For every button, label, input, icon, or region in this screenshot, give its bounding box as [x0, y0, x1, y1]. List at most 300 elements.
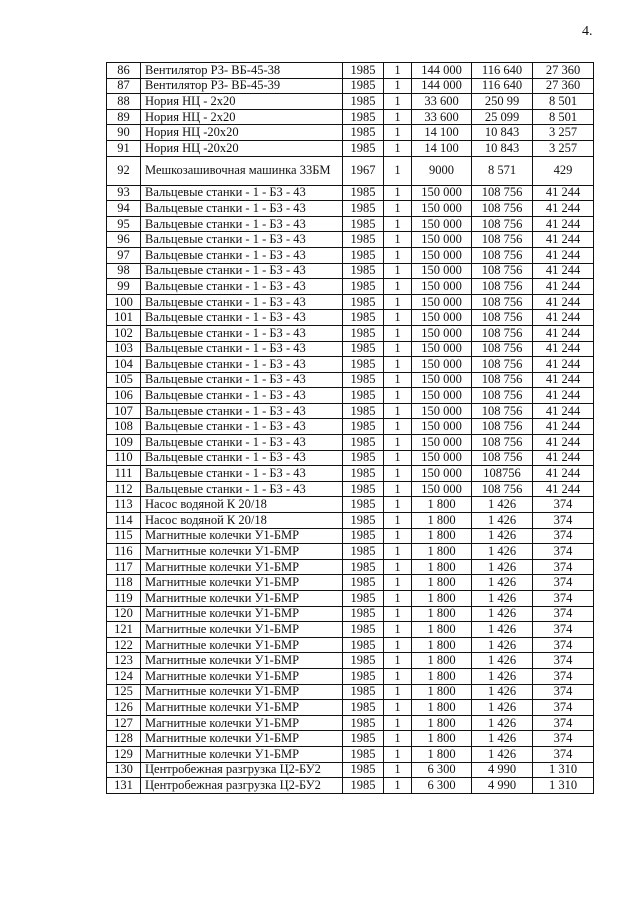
table-row [107, 435, 594, 451]
residual-value-cell: 41 244 [533, 388, 594, 404]
residual-value-cell: 374 [533, 513, 594, 529]
item-name-cell: Центробежная разгрузка Ц2-БУ2 [141, 762, 343, 778]
quantity-cell: 1 [384, 544, 412, 560]
cost-cell: 1 800 [412, 731, 472, 747]
row-number-cell: 103 [107, 341, 141, 357]
row-number-cell: 127 [107, 715, 141, 731]
item-name-cell: Вальцевые станки - 1 - БЗ - 43 [141, 232, 343, 248]
cost-cell: 144 000 [412, 78, 472, 94]
cost-cell: 150 000 [412, 232, 472, 248]
row-number-cell: 95 [107, 216, 141, 232]
quantity-cell: 1 [384, 575, 412, 591]
item-name-cell: Вальцевые станки - 1 - БЗ - 43 [141, 372, 343, 388]
depreciation-cell: 1 426 [472, 513, 533, 529]
cost-cell: 1 800 [412, 622, 472, 638]
depreciation-cell: 1 426 [472, 591, 533, 607]
depreciation-cell: 108 756 [472, 435, 533, 451]
quantity-cell: 1 [384, 731, 412, 747]
residual-value-cell: 41 244 [533, 341, 594, 357]
item-name-cell: Магнитные колечки У1-БМР [141, 606, 343, 622]
item-name-cell: Нория НЦ -20х20 [141, 140, 343, 156]
depreciation-cell: 1 426 [472, 746, 533, 762]
year-cell: 1985 [343, 762, 384, 778]
year-cell: 1985 [343, 622, 384, 638]
row-number-cell: 106 [107, 388, 141, 404]
item-name-cell: Вальцевые станки - 1 - БЗ - 43 [141, 403, 343, 419]
year-cell: 1985 [343, 310, 384, 326]
year-cell: 1985 [343, 279, 384, 295]
cost-cell: 150 000 [412, 247, 472, 263]
table-row [107, 559, 594, 575]
depreciation-cell: 1 426 [472, 606, 533, 622]
item-name-cell: Магнитные колечки У1-БМР [141, 653, 343, 669]
item-name-cell: Вальцевые станки - 1 - БЗ - 43 [141, 325, 343, 341]
row-number-cell: 114 [107, 513, 141, 529]
depreciation-cell: 108 756 [472, 232, 533, 248]
quantity-cell: 1 [384, 325, 412, 341]
table-row [107, 357, 594, 373]
quantity-cell: 1 [384, 668, 412, 684]
row-number-cell: 125 [107, 684, 141, 700]
item-name-cell: Магнитные колечки У1-БМР [141, 746, 343, 762]
cost-cell: 1 800 [412, 653, 472, 669]
residual-value-cell: 1 310 [533, 762, 594, 778]
quantity-cell: 1 [384, 700, 412, 716]
quantity-cell: 1 [384, 481, 412, 497]
row-number-cell: 94 [107, 201, 141, 217]
year-cell: 1985 [343, 559, 384, 575]
item-name-cell: Вальцевые станки - 1 - БЗ - 43 [141, 247, 343, 263]
year-cell: 1985 [343, 247, 384, 263]
table-row [107, 63, 594, 79]
year-cell: 1985 [343, 700, 384, 716]
residual-value-cell: 41 244 [533, 325, 594, 341]
year-cell: 1967 [343, 156, 384, 185]
quantity-cell: 1 [384, 559, 412, 575]
table-row [107, 653, 594, 669]
row-number-cell: 86 [107, 63, 141, 79]
row-number-cell: 89 [107, 109, 141, 125]
item-name-cell: Магнитные колечки У1-БМР [141, 731, 343, 747]
table-row [107, 731, 594, 747]
item-name-cell: Магнитные колечки У1-БМР [141, 575, 343, 591]
cost-cell: 1 800 [412, 684, 472, 700]
item-name-cell: Вальцевые станки - 1 - БЗ - 43 [141, 201, 343, 217]
year-cell: 1985 [343, 637, 384, 653]
table-row [107, 388, 594, 404]
depreciation-cell: 250 99 [472, 94, 533, 110]
row-number-cell: 130 [107, 762, 141, 778]
year-cell: 1985 [343, 653, 384, 669]
item-name-cell: Вальцевые станки - 1 - БЗ - 43 [141, 419, 343, 435]
depreciation-cell: 1 426 [472, 497, 533, 513]
quantity-cell: 1 [384, 606, 412, 622]
quantity-cell: 1 [384, 637, 412, 653]
depreciation-cell: 10 843 [472, 125, 533, 141]
table-row [107, 481, 594, 497]
item-name-cell: Нория НЦ - 2х20 [141, 109, 343, 125]
year-cell: 1985 [343, 140, 384, 156]
cost-cell: 1 800 [412, 715, 472, 731]
row-number-cell: 104 [107, 357, 141, 373]
year-cell: 1985 [343, 325, 384, 341]
table-row [107, 232, 594, 248]
depreciation-cell: 108 756 [472, 341, 533, 357]
depreciation-cell: 108 756 [472, 357, 533, 373]
table-row [107, 201, 594, 217]
table-row [107, 497, 594, 513]
table-row [107, 403, 594, 419]
quantity-cell: 1 [384, 762, 412, 778]
table-row [107, 513, 594, 529]
row-number-cell: 101 [107, 310, 141, 326]
row-number-cell: 129 [107, 746, 141, 762]
year-cell: 1985 [343, 513, 384, 529]
depreciation-cell: 108 756 [472, 216, 533, 232]
item-name-cell: Вальцевые станки - 1 - БЗ - 43 [141, 185, 343, 201]
residual-value-cell: 374 [533, 559, 594, 575]
cost-cell: 6 300 [412, 762, 472, 778]
residual-value-cell: 41 244 [533, 185, 594, 201]
depreciation-cell: 8 571 [472, 156, 533, 185]
table-row [107, 715, 594, 731]
row-number-cell: 123 [107, 653, 141, 669]
residual-value-cell: 41 244 [533, 357, 594, 373]
cost-cell: 9000 [412, 156, 472, 185]
year-cell: 1985 [343, 466, 384, 482]
row-number-cell: 131 [107, 778, 141, 794]
residual-value-cell: 374 [533, 746, 594, 762]
table-row [107, 778, 594, 794]
row-number-cell: 90 [107, 125, 141, 141]
cost-cell: 1 800 [412, 637, 472, 653]
item-name-cell: Вальцевые станки - 1 - БЗ - 43 [141, 263, 343, 279]
depreciation-cell: 108 756 [472, 263, 533, 279]
item-name-cell: Вальцевые станки - 1 - БЗ - 43 [141, 279, 343, 295]
residual-value-cell: 41 244 [533, 466, 594, 482]
quantity-cell: 1 [384, 403, 412, 419]
depreciation-cell: 108 756 [472, 310, 533, 326]
residual-value-cell: 374 [533, 497, 594, 513]
item-name-cell: Магнитные колечки У1-БМР [141, 668, 343, 684]
item-name-cell: Магнитные колечки У1-БМР [141, 591, 343, 607]
residual-value-cell: 41 244 [533, 481, 594, 497]
year-cell: 1985 [343, 125, 384, 141]
row-number-cell: 118 [107, 575, 141, 591]
item-name-cell: Насос водяной К 20/18 [141, 513, 343, 529]
item-name-cell: Магнитные колечки У1-БМР [141, 715, 343, 731]
table-row [107, 700, 594, 716]
residual-value-cell: 41 244 [533, 435, 594, 451]
residual-value-cell: 374 [533, 684, 594, 700]
residual-value-cell: 374 [533, 715, 594, 731]
year-cell: 1985 [343, 294, 384, 310]
depreciation-cell: 108 756 [472, 185, 533, 201]
table-row [107, 185, 594, 201]
residual-value-cell: 27 360 [533, 63, 594, 79]
row-number-cell: 110 [107, 450, 141, 466]
year-cell: 1985 [343, 109, 384, 125]
table-row [107, 325, 594, 341]
quantity-cell: 1 [384, 156, 412, 185]
page-number: 4. [582, 24, 593, 39]
quantity-cell: 1 [384, 466, 412, 482]
year-cell: 1985 [343, 575, 384, 591]
table-row [107, 341, 594, 357]
residual-value-cell: 374 [533, 668, 594, 684]
depreciation-cell: 108 756 [472, 388, 533, 404]
cost-cell: 150 000 [412, 294, 472, 310]
year-cell: 1985 [343, 528, 384, 544]
year-cell: 1985 [343, 216, 384, 232]
table-row [107, 591, 594, 607]
row-number-cell: 128 [107, 731, 141, 747]
quantity-cell: 1 [384, 109, 412, 125]
table-row [107, 450, 594, 466]
year-cell: 1985 [343, 684, 384, 700]
cost-cell: 150 000 [412, 263, 472, 279]
residual-value-cell: 41 244 [533, 450, 594, 466]
year-cell: 1985 [343, 232, 384, 248]
row-number-cell: 93 [107, 185, 141, 201]
residual-value-cell: 374 [533, 731, 594, 747]
cost-cell: 1 800 [412, 497, 472, 513]
row-number-cell: 87 [107, 78, 141, 94]
item-name-cell: Нория НЦ - 2х20 [141, 94, 343, 110]
cost-cell: 150 000 [412, 216, 472, 232]
quantity-cell: 1 [384, 310, 412, 326]
item-name-cell: Вальцевые станки - 1 - БЗ - 43 [141, 481, 343, 497]
quantity-cell: 1 [384, 125, 412, 141]
row-number-cell: 111 [107, 466, 141, 482]
residual-value-cell: 41 244 [533, 310, 594, 326]
row-number-cell: 112 [107, 481, 141, 497]
residual-value-cell: 374 [533, 700, 594, 716]
row-number-cell: 107 [107, 403, 141, 419]
depreciation-cell: 1 426 [472, 559, 533, 575]
table-row [107, 684, 594, 700]
cost-cell: 150 000 [412, 341, 472, 357]
residual-value-cell: 41 244 [533, 279, 594, 295]
depreciation-cell: 108 756 [472, 201, 533, 217]
residual-value-cell: 374 [533, 606, 594, 622]
depreciation-cell: 108 756 [472, 279, 533, 295]
row-number-cell: 124 [107, 668, 141, 684]
residual-value-cell: 41 244 [533, 419, 594, 435]
row-number-cell: 108 [107, 419, 141, 435]
year-cell: 1985 [343, 419, 384, 435]
table-row [107, 419, 594, 435]
depreciation-cell: 108 756 [472, 481, 533, 497]
depreciation-cell: 1 426 [472, 700, 533, 716]
cost-cell: 150 000 [412, 372, 472, 388]
inventory-table [106, 62, 594, 794]
table-row [107, 216, 594, 232]
quantity-cell: 1 [384, 388, 412, 404]
table-row [107, 125, 594, 141]
item-name-cell: Вальцевые станки - 1 - БЗ - 43 [141, 388, 343, 404]
depreciation-cell: 116 640 [472, 78, 533, 94]
table-row [107, 637, 594, 653]
depreciation-cell: 1 426 [472, 684, 533, 700]
quantity-cell: 1 [384, 94, 412, 110]
quantity-cell: 1 [384, 232, 412, 248]
cost-cell: 1 800 [412, 591, 472, 607]
table-row [107, 466, 594, 482]
item-name-cell: Магнитные колечки У1-БМР [141, 700, 343, 716]
item-name-cell: Нория НЦ -20х20 [141, 125, 343, 141]
depreciation-cell: 1 426 [472, 528, 533, 544]
residual-value-cell: 41 244 [533, 372, 594, 388]
year-cell: 1985 [343, 746, 384, 762]
table-row [107, 109, 594, 125]
item-name-cell: Магнитные колечки У1-БМР [141, 684, 343, 700]
year-cell: 1985 [343, 201, 384, 217]
year-cell: 1985 [343, 778, 384, 794]
quantity-cell: 1 [384, 63, 412, 79]
residual-value-cell: 374 [533, 544, 594, 560]
year-cell: 1985 [343, 185, 384, 201]
row-number-cell: 98 [107, 263, 141, 279]
cost-cell: 150 000 [412, 403, 472, 419]
cost-cell: 1 800 [412, 700, 472, 716]
depreciation-cell: 108 756 [472, 294, 533, 310]
row-number-cell: 105 [107, 372, 141, 388]
table-row [107, 78, 594, 94]
row-number-cell: 126 [107, 700, 141, 716]
residual-value-cell: 374 [533, 622, 594, 638]
quantity-cell: 1 [384, 622, 412, 638]
year-cell: 1985 [343, 388, 384, 404]
residual-value-cell: 8 501 [533, 109, 594, 125]
item-name-cell: Магнитные колечки У1-БМР [141, 622, 343, 638]
table-row [107, 94, 594, 110]
cost-cell: 6 300 [412, 778, 472, 794]
cost-cell: 1 800 [412, 746, 472, 762]
depreciation-cell: 1 426 [472, 715, 533, 731]
depreciation-cell: 4 990 [472, 778, 533, 794]
quantity-cell: 1 [384, 372, 412, 388]
cost-cell: 1 800 [412, 668, 472, 684]
year-cell: 1985 [343, 372, 384, 388]
row-number-cell: 91 [107, 140, 141, 156]
cost-cell: 1 800 [412, 606, 472, 622]
residual-value-cell: 374 [533, 575, 594, 591]
cost-cell: 150 000 [412, 450, 472, 466]
item-name-cell: Вальцевые станки - 1 - БЗ - 43 [141, 435, 343, 451]
row-number-cell: 96 [107, 232, 141, 248]
row-number-cell: 109 [107, 435, 141, 451]
cost-cell: 150 000 [412, 419, 472, 435]
depreciation-cell: 108 756 [472, 372, 533, 388]
residual-value-cell: 1 310 [533, 778, 594, 794]
depreciation-cell: 25 099 [472, 109, 533, 125]
depreciation-cell: 108 756 [472, 325, 533, 341]
residual-value-cell: 3 257 [533, 140, 594, 156]
row-number-cell: 113 [107, 497, 141, 513]
quantity-cell: 1 [384, 435, 412, 451]
residual-value-cell: 41 244 [533, 216, 594, 232]
cost-cell: 150 000 [412, 357, 472, 373]
item-name-cell: Вальцевые станки - 1 - БЗ - 43 [141, 216, 343, 232]
residual-value-cell: 41 244 [533, 403, 594, 419]
year-cell: 1985 [343, 668, 384, 684]
item-name-cell: Вальцевые станки - 1 - БЗ - 43 [141, 466, 343, 482]
row-number-cell: 88 [107, 94, 141, 110]
quantity-cell: 1 [384, 778, 412, 794]
table-row [107, 140, 594, 156]
year-cell: 1985 [343, 78, 384, 94]
cost-cell: 1 800 [412, 513, 472, 529]
depreciation-cell: 108 756 [472, 419, 533, 435]
depreciation-cell: 108756 [472, 466, 533, 482]
residual-value-cell: 374 [533, 637, 594, 653]
table-row [107, 746, 594, 762]
year-cell: 1985 [343, 263, 384, 279]
item-name-cell: Вальцевые станки - 1 - БЗ - 43 [141, 341, 343, 357]
cost-cell: 14 100 [412, 140, 472, 156]
residual-value-cell: 8 501 [533, 94, 594, 110]
depreciation-cell: 108 756 [472, 403, 533, 419]
cost-cell: 150 000 [412, 466, 472, 482]
residual-value-cell: 374 [533, 528, 594, 544]
year-cell: 1985 [343, 544, 384, 560]
year-cell: 1985 [343, 357, 384, 373]
depreciation-cell: 1 426 [472, 731, 533, 747]
cost-cell: 150 000 [412, 435, 472, 451]
cost-cell: 150 000 [412, 388, 472, 404]
year-cell: 1985 [343, 63, 384, 79]
residual-value-cell: 3 257 [533, 125, 594, 141]
table-row [107, 622, 594, 638]
year-cell: 1985 [343, 435, 384, 451]
cost-cell: 33 600 [412, 94, 472, 110]
cost-cell: 150 000 [412, 325, 472, 341]
row-number-cell: 120 [107, 606, 141, 622]
residual-value-cell: 374 [533, 591, 594, 607]
cost-cell: 150 000 [412, 279, 472, 295]
quantity-cell: 1 [384, 247, 412, 263]
row-number-cell: 92 [107, 156, 141, 185]
quantity-cell: 1 [384, 341, 412, 357]
item-name-cell: Магнитные колечки У1-БМР [141, 637, 343, 653]
cost-cell: 150 000 [412, 481, 472, 497]
quantity-cell: 1 [384, 279, 412, 295]
year-cell: 1985 [343, 341, 384, 357]
year-cell: 1985 [343, 403, 384, 419]
table-row [107, 156, 594, 185]
depreciation-cell: 1 426 [472, 668, 533, 684]
item-name-cell: Магнитные колечки У1-БМР [141, 544, 343, 560]
row-number-cell: 97 [107, 247, 141, 263]
quantity-cell: 1 [384, 513, 412, 529]
quantity-cell: 1 [384, 201, 412, 217]
row-number-cell: 100 [107, 294, 141, 310]
quantity-cell: 1 [384, 450, 412, 466]
item-name-cell: Мешкозашивочная машинка 33БМ [141, 156, 343, 185]
item-name-cell: Вальцевые станки - 1 - БЗ - 43 [141, 450, 343, 466]
row-number-cell: 117 [107, 559, 141, 575]
depreciation-cell: 10 843 [472, 140, 533, 156]
depreciation-cell: 1 426 [472, 653, 533, 669]
table-row [107, 668, 594, 684]
cost-cell: 1 800 [412, 528, 472, 544]
table-row [107, 544, 594, 560]
depreciation-cell: 116 640 [472, 63, 533, 79]
item-name-cell: Вальцевые станки - 1 - БЗ - 43 [141, 294, 343, 310]
quantity-cell: 1 [384, 78, 412, 94]
year-cell: 1985 [343, 94, 384, 110]
